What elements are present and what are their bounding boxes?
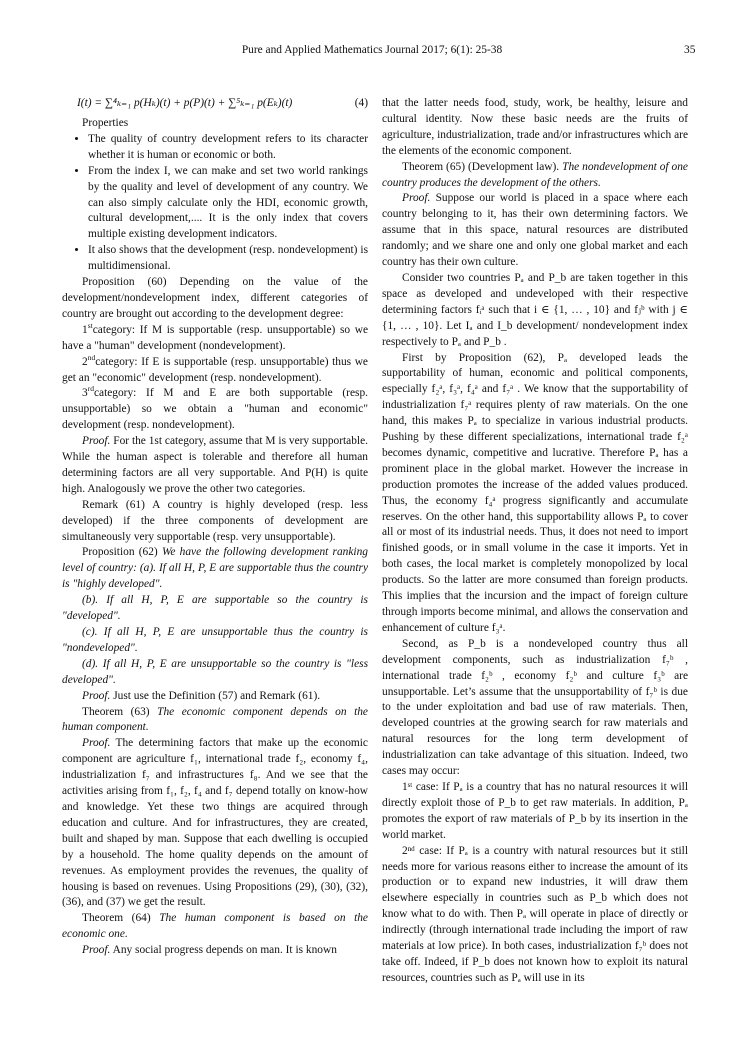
category-text: category: If E is supportable (resp. unsupportable) thus we get an "economic" development (resp. nondevelopment). <box>62 355 368 384</box>
proof-text: Any social progress depends on man. It is known <box>112 944 337 957</box>
theorem-label: Theorem (63) <box>82 705 150 718</box>
left-column <box>62 96 368 959</box>
equation-4 <box>62 96 368 116</box>
proof-62 <box>62 689 368 705</box>
right-column <box>382 96 688 987</box>
list-item: • It also shows that the development (resp. nondevelopment) is multidimensional. <box>88 243 368 275</box>
proof-63 <box>62 736 368 911</box>
theorem-64 <box>62 911 368 943</box>
category-text: category: If M and E are both supportable (resp. unsupportable) so we obtain a "human and economic" development (resp. nondevelopment). <box>62 387 368 432</box>
category-number: 3 <box>82 387 88 400</box>
theorem-label: Theorem (65) (Development law). <box>402 160 560 173</box>
proof-label: Proof. <box>82 737 111 750</box>
theorem-text: The nondevelopment of one country produces the development of the others. <box>382 160 688 189</box>
proof-label: Proof. <box>82 689 111 702</box>
proposition-60: Proposition (60) Depending on the value of the development/nondevelopment index, different categories of country are brought out according to the development degree: <box>62 276 368 320</box>
paragraph-countries: Consider two countries Pₐ and P_b are taken together in this space as developed and undeveloped with their respective determining factors fᵢᵃ such that i ∈ {1, … , 10} and fⱼᵇ with j ∈ {1, … , 10}. Let Iₐ and I_b development/ nondevelopment index respectively to Pₐ and P_b . <box>382 271 688 348</box>
proof-60 <box>62 434 368 498</box>
paragraph-first: First by Proposition (62), Pₐ developed leads the supportability of human, economic and political components, especially f₂ᵃ, f₃ᵃ, f₄ᵃ and f₇ᵃ . We know that the supportability of industrialization f₇ᵃ requires plenty of raw materials. On the one hand, this makes Pₐ to specialize in various industrial products. Pushing by these different specializations, international trade f₂ᵃ becomes dynamic, competitive and lucrative. Therefore Pₐ has a prominent place in the global market. However the increase in production promotes the increase of the added values produced. Thus, the economy f₄ᵃ progress significantly and accumulate reserves. On the other hand, this supportability allows Pₐ to cover all or most of its industrial needs. Thus, it does not need to import finished goods, or in small volume in the case it imports. Yet in both cases, the local market is completely monopolized by local products. So the latter are more consumed than foreign products. This implies that the incursion and the impact of foreign culture through imports become minimal, and allows the conservation and enhancement of culture f₃ᵃ. <box>382 351 688 634</box>
category-1 <box>62 320 368 355</box>
theorem-text: The economic component depends on the human component. <box>62 705 368 734</box>
proposition-62-d: (d). If all H, P, E are unsupportable so the country is "less developed". <box>62 657 368 686</box>
proof-label: Proof. <box>82 435 111 448</box>
category-3 <box>62 386 368 434</box>
category-2 <box>62 352 368 387</box>
remark-61: Remark (61) A country is highly developed (resp. less developed) if the three components of development are simultaneously very supportable (resp. very unsupportable). <box>62 498 368 543</box>
category-ordinal: st <box>87 320 93 330</box>
theorem-65 <box>382 160 688 192</box>
category-ordinal: nd <box>87 352 96 362</box>
properties-title: Properties <box>82 117 129 129</box>
proof-text: Suppose our world is placed in a space where each country belonging to it, has their own determining factors. We assume that in this space, natural resources are distributed randomly; and we share one and only one global market and each country has their own culture. <box>382 192 688 269</box>
proof-64 <box>62 943 368 959</box>
category-text: category: If M is supportable (resp. unsupportable) so we have a "human" development (nondevelopment). <box>62 323 368 352</box>
category-number: 1 <box>82 323 88 336</box>
proof-text: Just use the Definition (57) and Remark (61). <box>113 689 321 702</box>
theorem-label: Theorem (64) <box>82 912 151 925</box>
proposition-text: We have the following development ranking level of country: (a). If all H, P, E are supportable thus the country is "highly developed". <box>62 546 368 591</box>
continued-text: that the latter needs food, study, work, be healthy, leisure and cultural identity. Now these basic needs are the fruits of agriculture, industrialization, trade and/or infrastructures which are the elements of the economic component. <box>382 97 688 157</box>
case-2: 2ⁿᵈ case: If Pₐ is a country with natural resources but it still needs more for various reasons either to increase the amount of its production or to expand new industries, it will draw them elsewhere especially in countries such as P_b which does not know what to do with. Then Pₐ will operate in place of directly or indirectly (through international trade including the import of raw materials at low price). In both cases, industrialization f₇ᵇ does not take off. Indeed, if P_b does not known how to exploit its natural resources, countries such as Pₐ will use in its <box>382 844 688 984</box>
properties-list <box>62 132 368 275</box>
case-1: 1ˢᵗ case: If Pₐ is a country that has no natural resources it will directly exploit those of P_b to get raw materials. In addition, Pₐ promotes the export of raw materials of P_b by its insertion in the world market. <box>382 780 688 841</box>
list-item: • The quality of country development refers to its character whether it is human or economic or both. <box>88 132 368 164</box>
proof-65 <box>382 191 688 271</box>
equation-formula: I(t) = ∑⁴ₖ₌₁ p(Hₖ)(t) + p(P)(t) + ∑⁵ₖ₌₁ p(Eₖ)(t) <box>77 97 293 109</box>
theorem-text: The human component is based on the economic one. <box>62 912 368 941</box>
proposition-62 <box>62 545 368 593</box>
proof-label: Proof. <box>402 192 431 205</box>
theorem-63 <box>62 705 368 737</box>
proof-text: The determining factors that make up the economic component are agriculture f₁, international trade f₂, economy f₄, industrialization f₇ and infrastructures f₈. And we see that the activities arising from f₁, f₂, f₄ and f₇ depend totally on know-how and knowledge. Yet these two things are acquired through education and culture. And for infrastructures, they are created, built and shaped by man. Suppose that each dwelling is occupied by a household. The home quality depends on the amount of revenues. As employment provides the revenues, the quality of housing is based on revenues. Using Propositions (29), (30), (32), (36), and (37) we get the result. <box>62 737 368 909</box>
page-number: 35 <box>684 44 696 56</box>
category-ordinal: rd <box>87 384 94 394</box>
equation-number: (4) <box>354 97 368 109</box>
proposition-62-c: (c). If all H, P, E are unsupportable thus the country is "nondeveloped". <box>62 626 368 654</box>
paragraph-second: Second, as P_b is a nondeveloped country thus all development components, such as industrialization f₇ᵇ , international trade f₂ᵇ , economy f₂ᵇ and culture f₃ᵇ are unsupportable. Let’s assume that the unsupportability of f₇ᵇ is due to the under exploitation and bad use of raw materials. Then, developed countries at the growing search for raw materials and natural resources for the long term development of industrialization can take advantage of this situation. Indeed, two cases may occur: <box>382 637 688 778</box>
proposition-62-b: (b). If all H, P, E are supportable so the country is "developed". <box>62 594 368 623</box>
proof-text: For the 1st category, assume that M is very supportable. While the human aspect is tolerable and therefore all human determining factors are all very supportable. And P(H) is quite high. Analogously we prove the other two categories. <box>62 435 368 495</box>
proposition-label: Proposition (62) <box>82 546 158 559</box>
proof-label: Proof. <box>82 944 111 957</box>
list-item: • From the index I, we can make and set two world rankings by the quality and level of development of any country. We can also simply calculate only the HDI, economic growth, cultural development,.... It is the only index that covers multiple existing development indicators. <box>88 164 368 244</box>
category-number: 2 <box>82 355 88 368</box>
journal-title: Pure and Applied Mathematics Journal 2017; 6(1): 25-38 <box>241 44 503 56</box>
